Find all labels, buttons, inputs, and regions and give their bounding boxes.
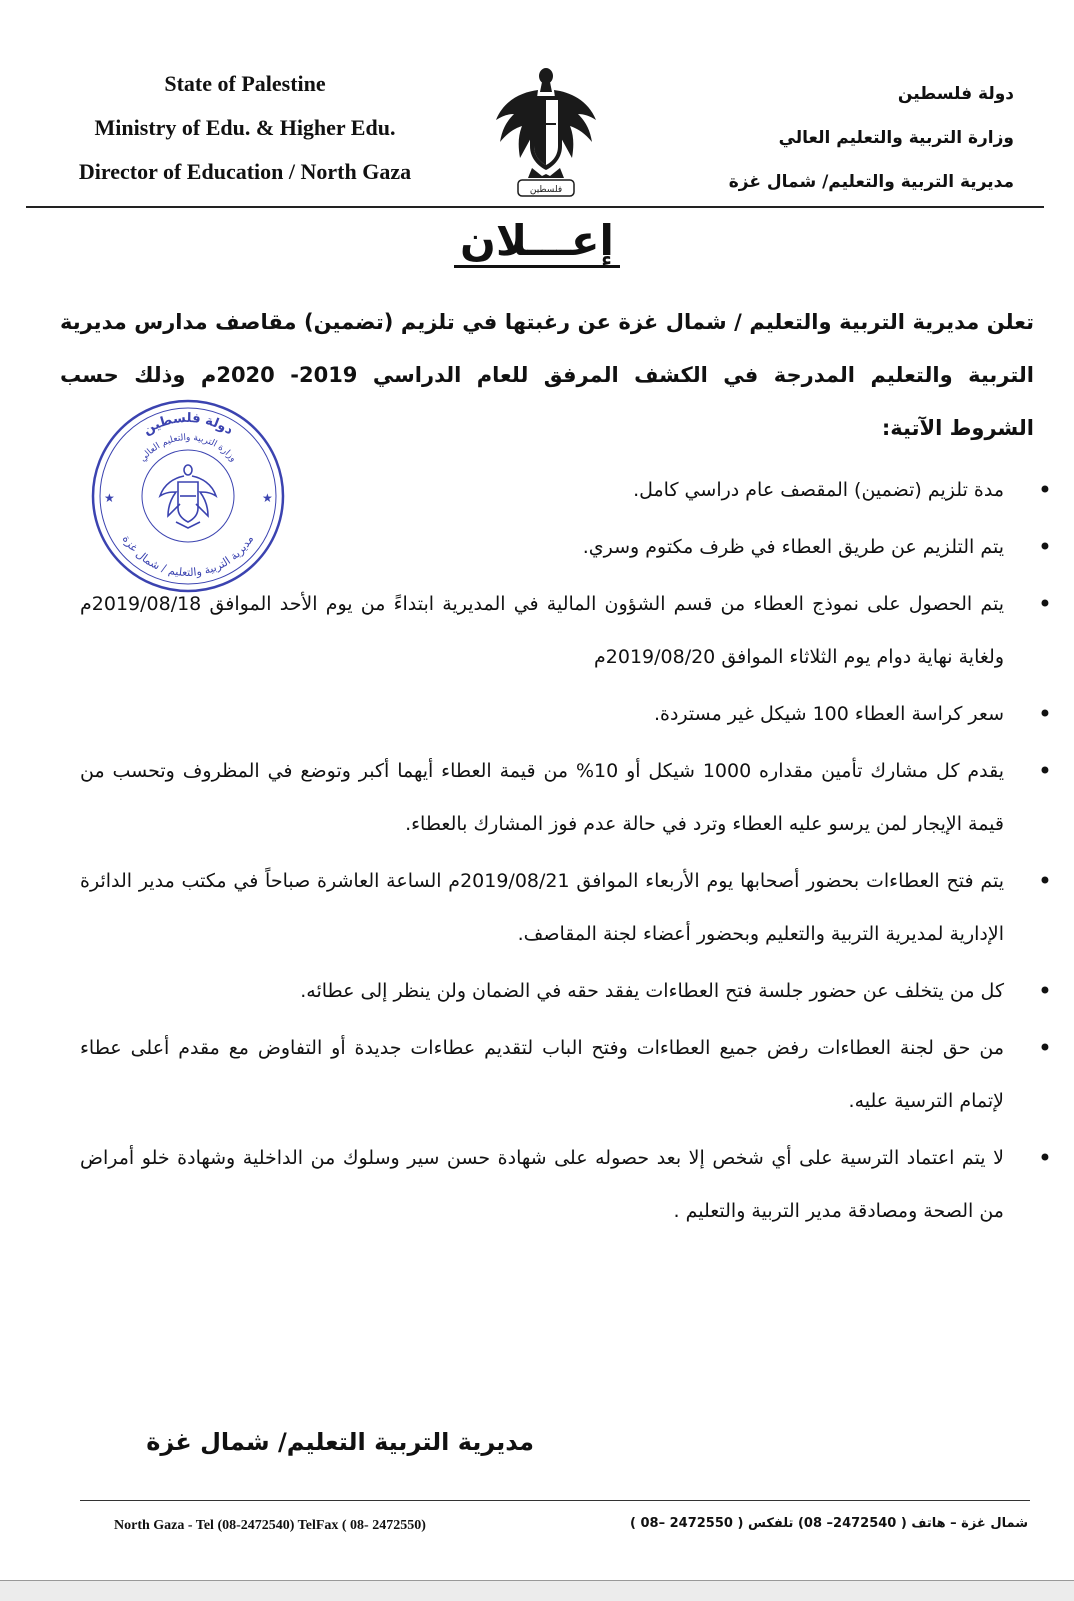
stamp-star-right-icon: ★: [262, 491, 273, 505]
condition-item-3: • يتم الحصول على نموذج العطاء من قسم الشؤون المالية في المديرية ابتداءً من يوم الأحد الموافق 2019/08/18م ولغاية نهاية دوام يوم الثلاثاء الموافق 2019/08/20م: [80, 578, 1004, 684]
footer-arabic-contact: شمال غزة – هاتف ( 2472540– 08) تلفكس ( 2472550 –08 ): [630, 1516, 1028, 1531]
signature-line: مديرية التربية التعليم/ شمال غزة: [146, 1428, 534, 1456]
condition-item-5: • يقدم كل مشارك تأمين مقداره 1000 شيكل أو 10% من قيمة العطاء أيهما أكبر وتوضع في المظروف وتحسب من قيمة الإيجار لمن يرسو عليه العطاء وترد في حالة عدم فوز المشارك بالعطاء.: [80, 745, 1004, 851]
condition-item-2: • يتم التلزيم عن طريق العطاء في ظرف مكتوم وسري.: [80, 521, 1004, 574]
condition-item-8: • من حق لجنة العطاءات رفض جميع العطاءات وفتح الباب لتقديم عطاءات جديدة أو التفاوض مع مقدم أعلى عطاء لإتمام الترسية عليه.: [80, 1022, 1004, 1128]
condition-item-9: • لا يتم اعتماد الترسية على أي شخص إلا بعد حصوله على شهادة حسن سير وسلوك من الداخلية وشهادة خلو أمراض من الصحة ومصادقة مدير التربية والتعليم .: [80, 1132, 1004, 1238]
footer-divider: [80, 1500, 1030, 1501]
header-english: [30, 62, 460, 194]
footer-english-contact: North Gaza - Tel (08-2472540) TelFax ( 08- 2472550): [114, 1518, 426, 1533]
stamp-inner-text: وزارة التربية والتعليم العالي: [138, 432, 239, 465]
condition-item-7: • كل من يتخلف عن حضور جلسة فتح العطاءات يفقد حقه في الضمان ولن ينظر إلى عطائه.: [80, 965, 1004, 1018]
header-english-line-3: Director of Education / North Gaza: [78, 159, 412, 184]
announcement-title: [0, 216, 1074, 265]
emblem-caption: فلسطين: [529, 185, 563, 195]
stamp-bottom-text: مديرية التربية والتعليم / شمال غزة: [119, 532, 257, 580]
palestine-eagle-emblem-icon: [492, 66, 600, 202]
condition-item-6: • يتم فتح العطاءات بحضور أصحابها يوم الأربعاء الموافق 2019/08/21م الساعة العاشرة صباحاً في مكتب مدير الدائرة الإدارية لمديرية التربية والتعليم وبحضور أعضاء لجنة المقاصف.: [80, 855, 1004, 961]
header-english-line-1: State of Palestine: [164, 71, 326, 96]
stamp-star-left-icon: ★: [104, 491, 115, 505]
condition-item-4: • سعر كراسة العطاء 100 شيكل غير مستردة.: [80, 688, 1004, 741]
header-arabic-line-3: مديرية التربية والتعليم/ شمال غزة: [728, 172, 1014, 192]
scan-bottom-edge: [0, 1580, 1074, 1601]
header-divider: [26, 206, 1044, 208]
stamp-top-text: دولة فلسطين: [140, 410, 236, 439]
conditions-list: [80, 464, 1004, 1242]
header-english-line-2: Ministry of Edu. & Higher Edu.: [94, 115, 396, 140]
intro-paragraph: تعلن مديرية التربية والتعليم / شمال غزة عن رغبتها في تلزيم (تضمين) مقاصف مدارس مديرية التربية والتعليم المدرجة في الكشف المرفق للعام الدراسي 2019- 2020م وذلك حسب الشروط الآتية:: [60, 310, 1035, 440]
announcement-title-text: إعـــلان: [454, 216, 620, 268]
condition-item-1: • مدة تلزيم (تضمين) المقصف عام دراسي كامل.: [80, 464, 1004, 517]
header-arabic-line-1: دولة فلسطين: [897, 84, 1014, 104]
header-arabic: [654, 72, 1014, 204]
header-arabic-line-2: وزارة التربية والتعليم العالي: [778, 128, 1014, 148]
